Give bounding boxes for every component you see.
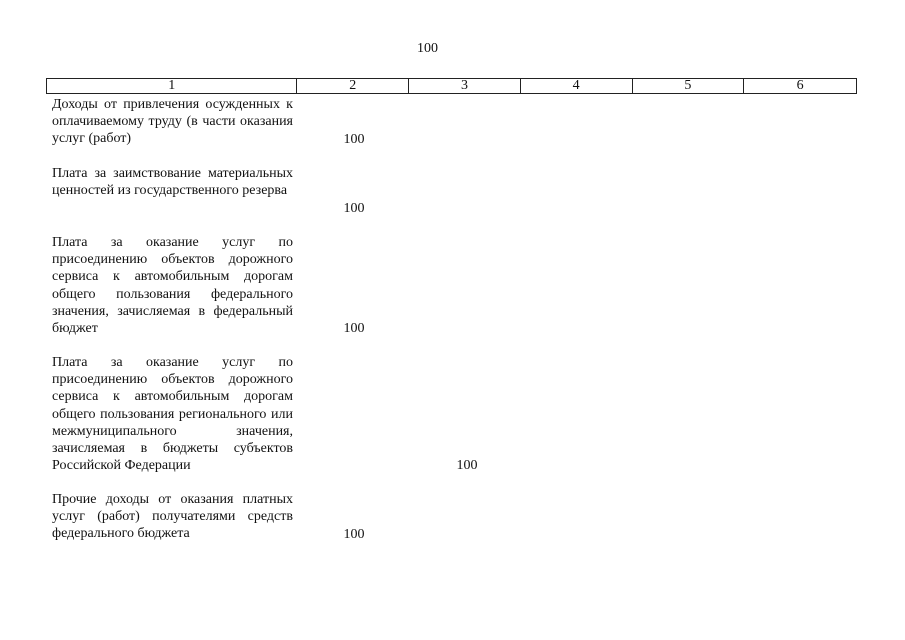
row-value-col2: 100	[343, 201, 365, 216]
column-header-1: 1	[47, 79, 297, 93]
column-header-5: 5	[633, 79, 745, 93]
row-description: Доходы от привлечения осужденных к оплачиваемому труду (в части оказания услуг (работ)	[52, 97, 293, 147]
column-header-4: 4	[521, 79, 633, 93]
column-header-2: 2	[297, 79, 409, 93]
row-description: Плата за оказание услуг по присоединению объектов дорожного сервиса к автомобильным дорогам общего пользования регионального или межмуниципального значения, зачисляемая в бюджеты субъектов Российской Федерации	[52, 355, 293, 474]
row-value-col2: 100	[343, 527, 365, 542]
column-header-6: 6	[796, 78, 804, 93]
row-description: Плата за оказание услуг по присоединению объектов дорожного сервиса к автомобильным дорогам общего пользования федерального значения, зачисляемая в федеральный бюджет	[52, 235, 293, 337]
table-header-row	[46, 78, 857, 94]
row-description: Прочие доходы от оказания платных услуг (работ) получателями средств федерального бюджета	[52, 492, 293, 542]
column-header-3: 3	[409, 79, 521, 93]
row-description: Плата за заимствование материальных ценностей из государственного резерва	[52, 166, 293, 199]
row-value-col2: 100	[343, 132, 365, 147]
page-number: 100	[417, 41, 438, 56]
row-value-col3: 100	[456, 458, 478, 473]
row-value-col2: 100	[343, 321, 365, 336]
